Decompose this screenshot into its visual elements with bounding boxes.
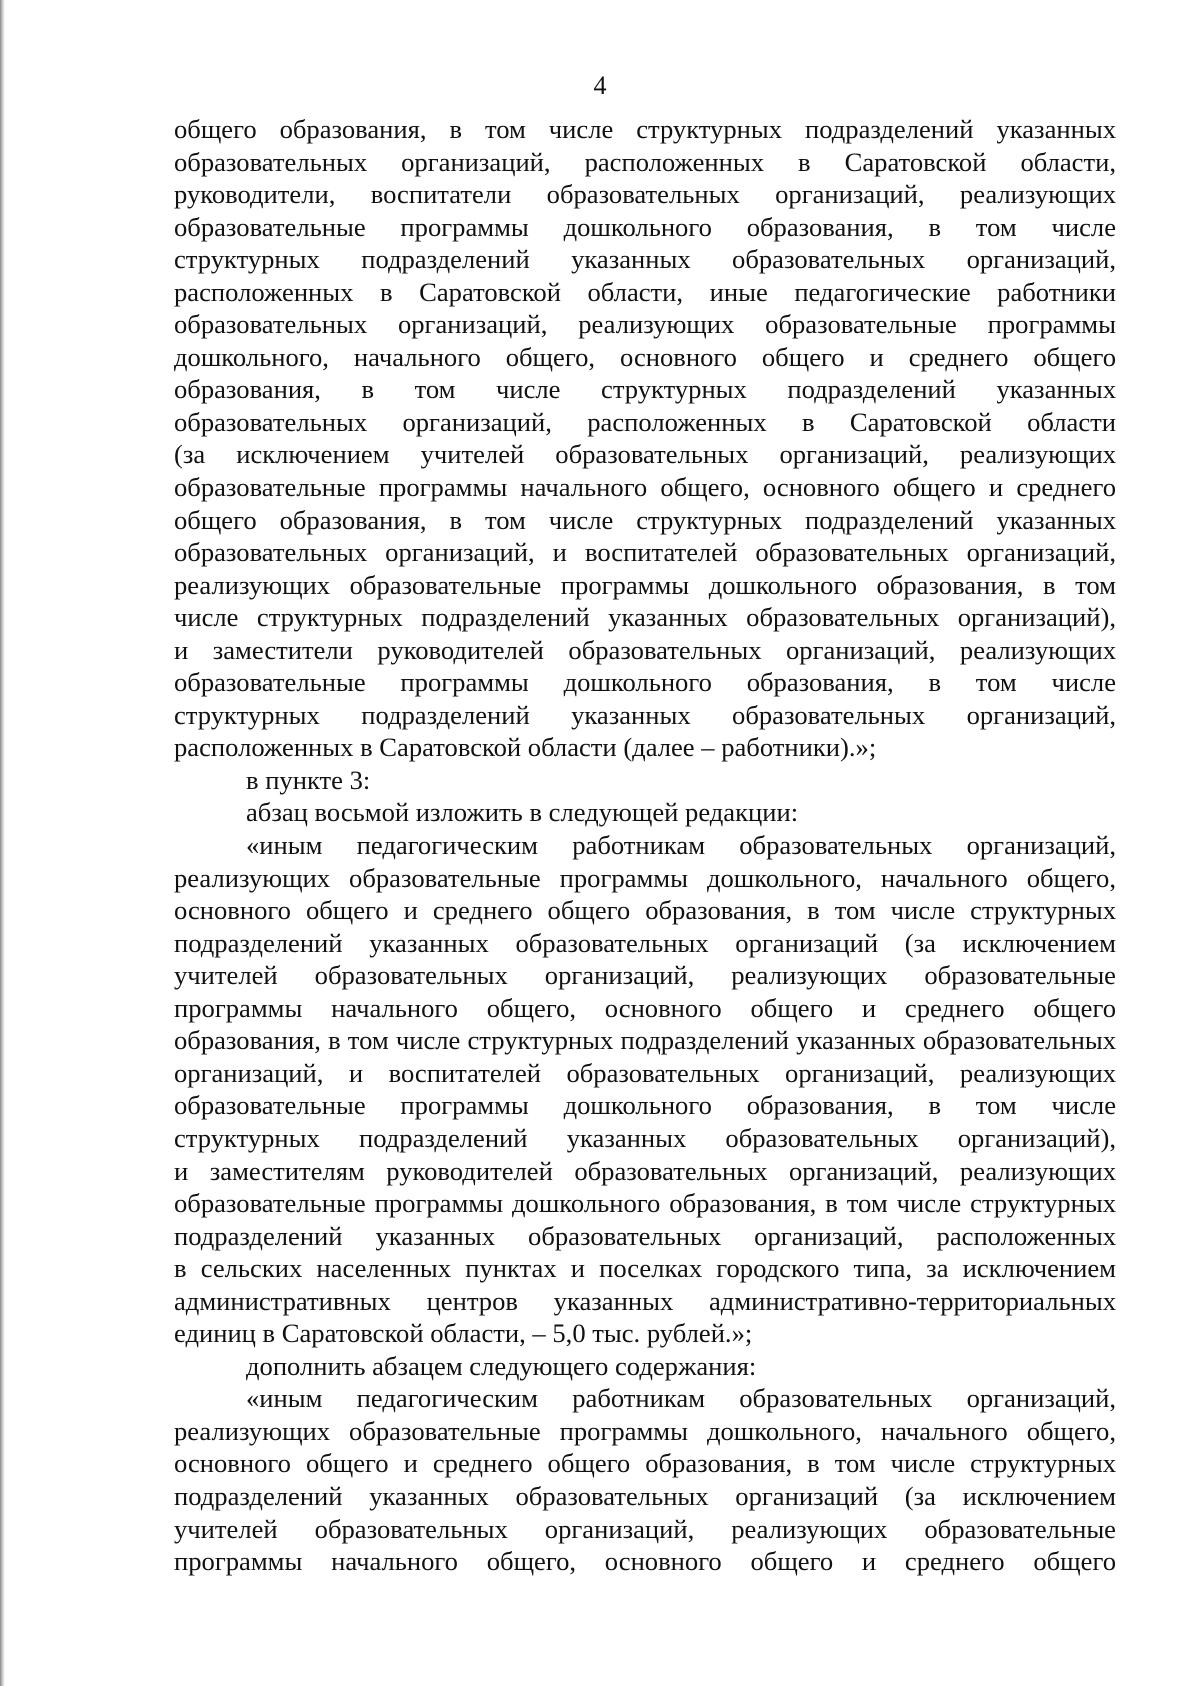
text-line: программы начального общего, основного общего и среднего общего [174, 992, 1116, 1023]
text-line: образования, в том числе структурных подразделений указанных образовательных [174, 1025, 1116, 1056]
text-line: дошкольного, начального общего, основного общего и среднего общего [174, 341, 1116, 372]
text-line: образовательные программы дошкольного образования, в том числе [174, 1090, 1116, 1121]
text-line: программы начального общего, основного общего и среднего общего [174, 1546, 1116, 1577]
text-line: общего образования, в том числе структурных подразделений указанных [174, 504, 1116, 535]
scan-edge-shadow [0, 0, 5, 1686]
page-number: 4 [593, 71, 607, 100]
paragraph-addition-text [174, 1382, 1116, 1577]
text-line: образовательных организаций, расположенных в Саратовской области [174, 406, 1116, 437]
text-line: абзац восьмой изложить в следующей редакции: [246, 797, 799, 828]
paragraph-continuation [174, 113, 1116, 764]
text-line: «иным педагогическим работникам образовательных организаций, [246, 830, 1116, 861]
paragraph-point-3 [174, 764, 1116, 797]
text-line: общего образования, в том числе структурных подразделений указанных [174, 114, 1116, 144]
text-line: образовательных организаций, и воспитателей образовательных организаций, [174, 537, 1116, 568]
document-body [174, 113, 1116, 1578]
text-line: образовательных организаций, расположенных в Саратовской области, [174, 146, 1116, 177]
text-line: руководители, воспитатели образовательных организаций, реализующих [174, 179, 1116, 210]
text-line: в пункте 3: [246, 764, 371, 795]
text-line: дополнить абзацем следующего содержания: [246, 1350, 757, 1381]
text-line: структурных подразделений указанных образовательных организаций, [174, 699, 1116, 730]
text-line: подразделений указанных образовательных организаций (за исключением [174, 1480, 1116, 1511]
text-line: в сельских населенных пунктах и поселках городского типа, за исключением [174, 1253, 1116, 1284]
text-line: расположенных в Саратовской области (далее – работники).»; [174, 732, 877, 763]
text-line: структурных подразделений указанных образовательных организаций, [174, 244, 1116, 275]
text-line: образовательные программы дошкольного образования, в том числе [174, 211, 1116, 242]
text-line: учителей образовательных организаций, реализующих образовательные [174, 960, 1116, 991]
text-line: (за исключением учителей образовательных организаций, реализующих [174, 439, 1116, 470]
text-line: основного общего и среднего общего образования, в том числе структурных [174, 895, 1116, 926]
text-line: единиц в Саратовской области, – 5,0 тыс. рублей.»; [174, 1318, 753, 1349]
text-line: образовательные программы дошкольного образования, в том числе структурных [174, 1188, 1116, 1219]
text-line: учителей образовательных организаций, реализующих образовательные [174, 1513, 1116, 1544]
text-line: реализующих образовательные программы дошкольного, начального общего, [174, 1415, 1116, 1446]
text-line: реализующих образовательные программы дошкольного образования, в том [174, 569, 1116, 600]
paragraph-addition-intro [174, 1350, 1116, 1383]
text-line: образования, в том числе структурных подразделений указанных [174, 374, 1116, 405]
text-line: образовательных организаций, реализующих образовательные программы [174, 309, 1116, 340]
text-line: числе структурных подразделений указанных образовательных организаций), [174, 602, 1116, 633]
paragraph-amendment-text [174, 829, 1116, 1350]
text-line: основного общего и среднего общего образования, в том числе структурных [174, 1448, 1116, 1479]
text-line: образовательные программы начального общего, основного общего и среднего [174, 472, 1116, 503]
text-line: организаций, и воспитателей образовательных организаций, реализующих [174, 1057, 1116, 1088]
text-line: расположенных в Саратовской области, иные педагогические работники [174, 276, 1116, 307]
text-line: структурных подразделений указанных образовательных организаций), [174, 1122, 1116, 1153]
text-line: образовательные программы дошкольного образования, в том числе [174, 667, 1116, 698]
text-line: административных центров указанных административно-территориальных [174, 1285, 1116, 1316]
text-line: реализующих образовательные программы дошкольного, начального общего, [174, 862, 1116, 893]
text-line: и заместители руководителей образовательных организаций, реализующих [174, 634, 1116, 665]
paragraph-amendment-intro [174, 796, 1116, 829]
text-line: подразделений указанных образовательных организаций (за исключением [174, 927, 1116, 958]
text-line: «иным педагогическим работникам образовательных организаций, [246, 1383, 1116, 1414]
text-line: и заместителям руководителей образовательных организаций, реализующих [174, 1155, 1116, 1186]
text-line: подразделений указанных образовательных организаций, расположенных [174, 1220, 1116, 1251]
